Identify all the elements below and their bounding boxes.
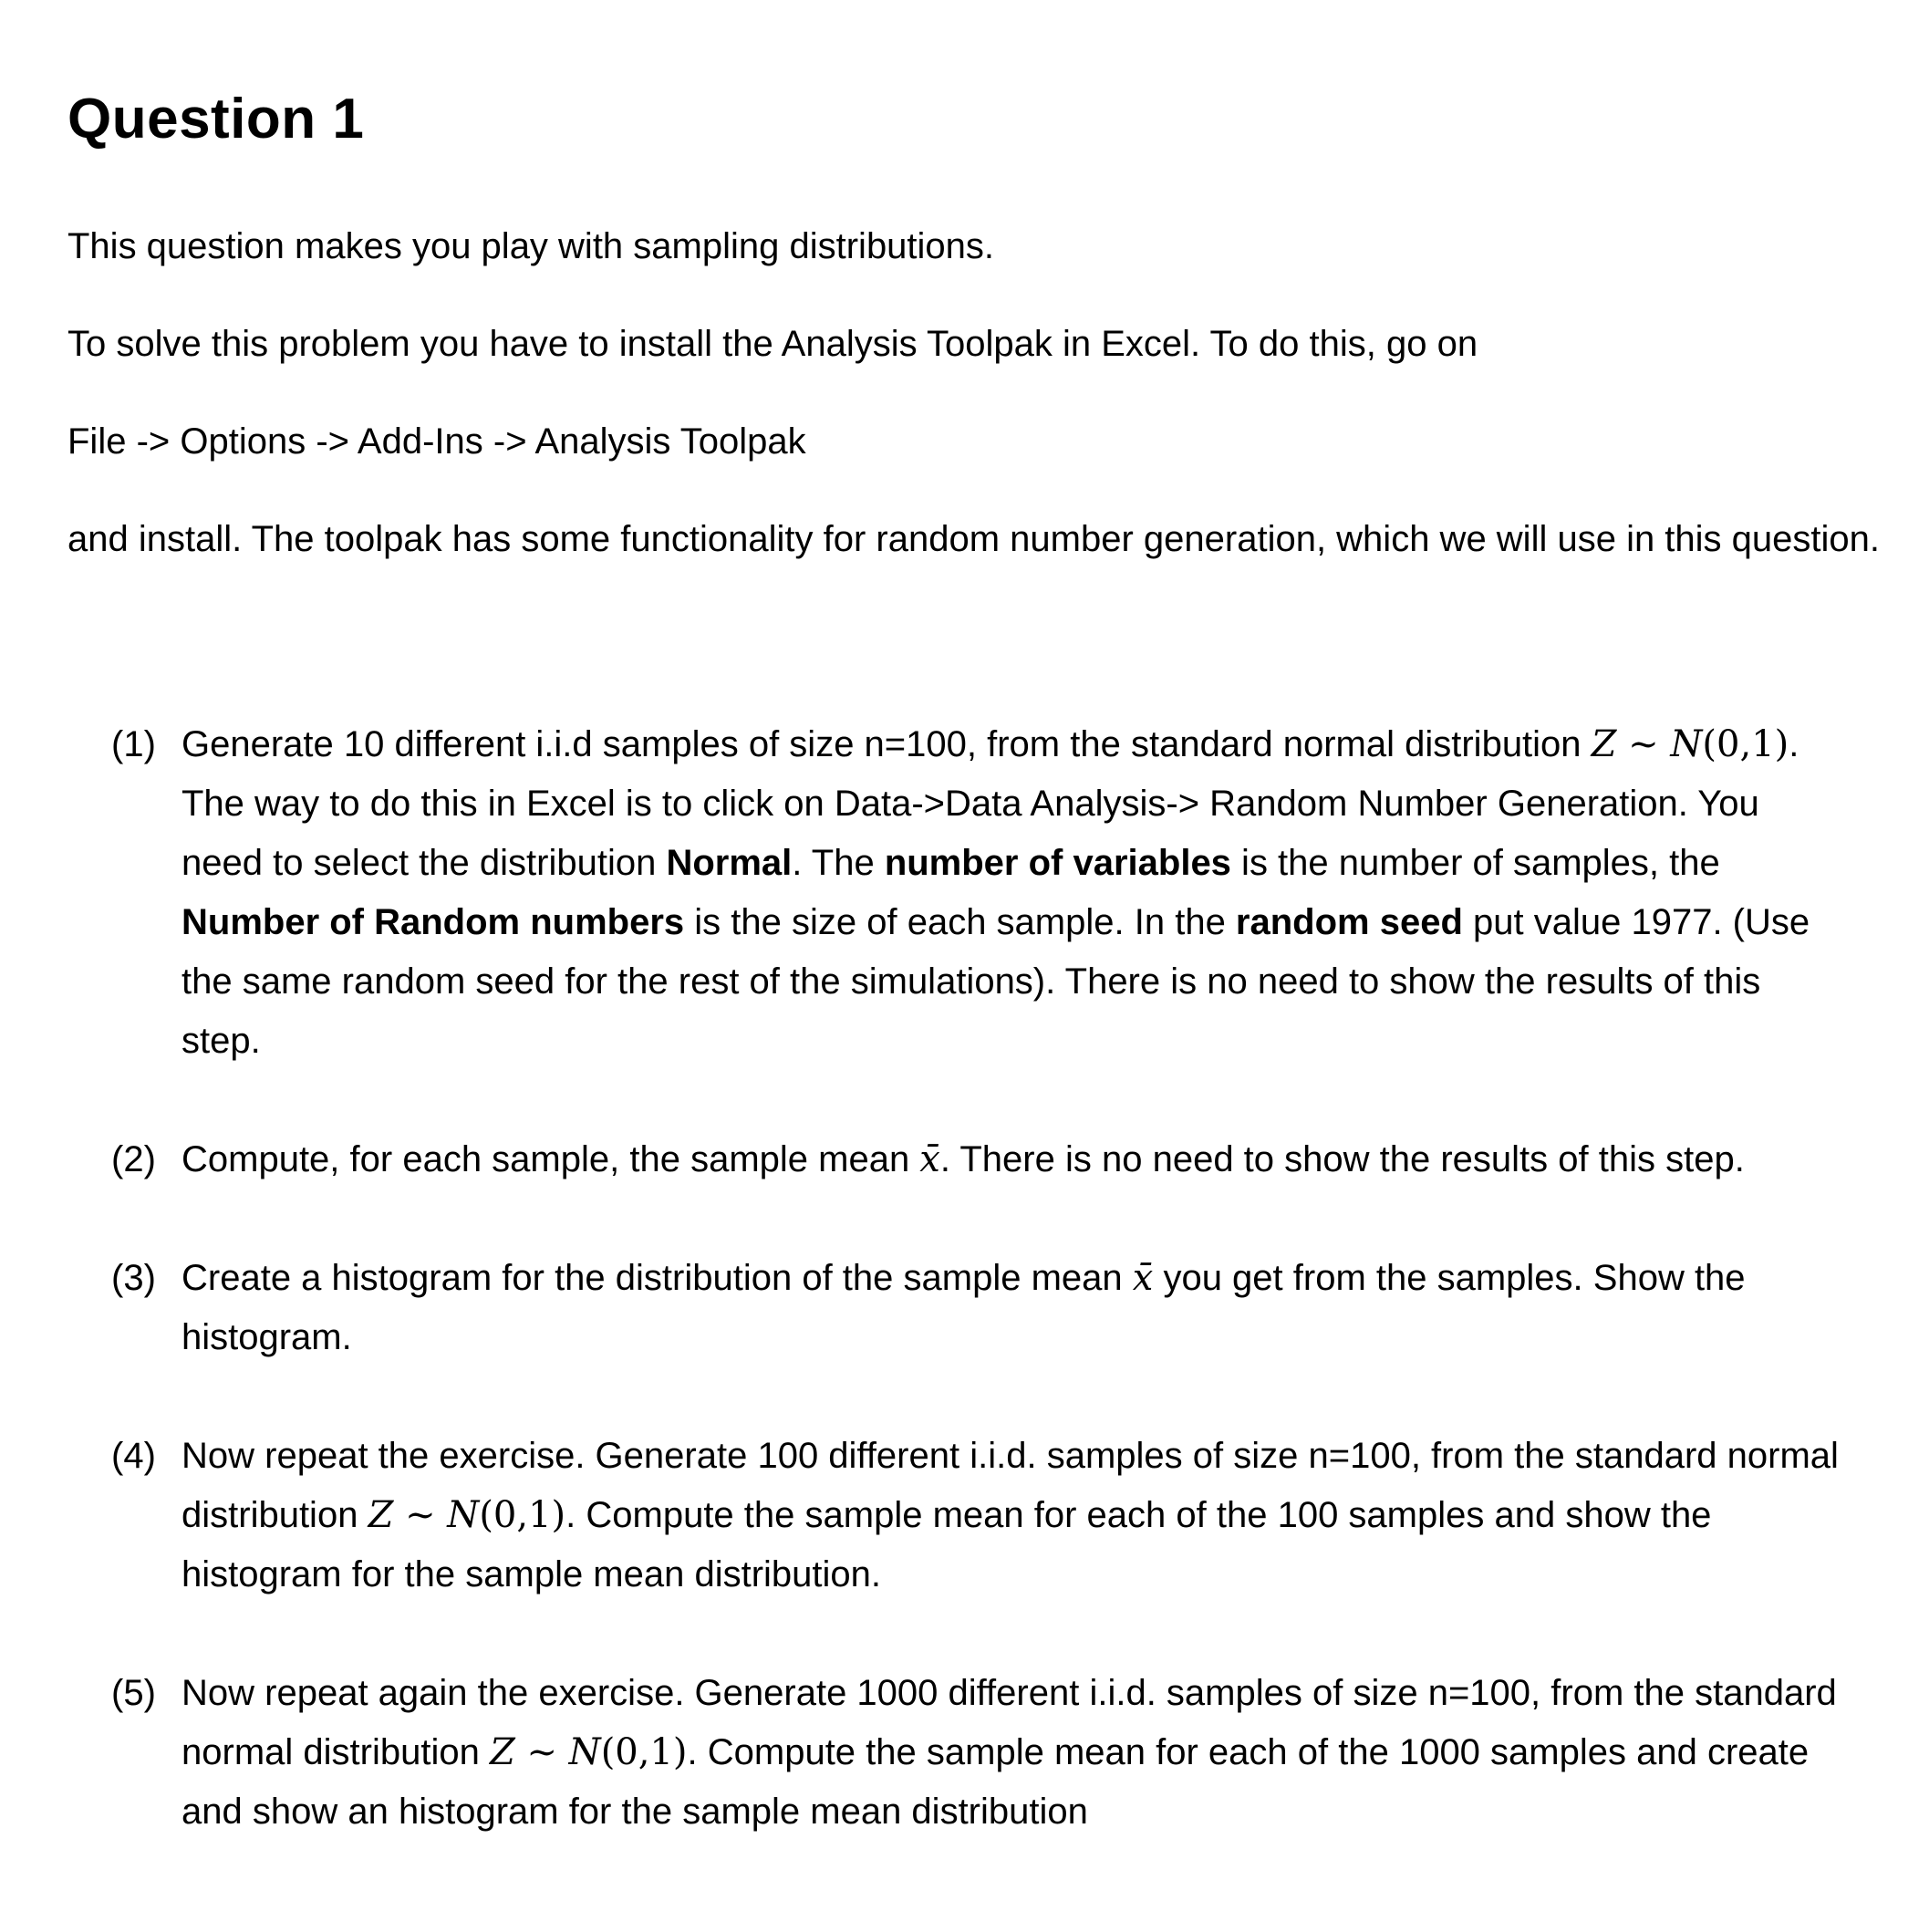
text-span: . Compute the sample mean for each of the 100 samples and show the histogram for the sample mean distribution.	[181, 1495, 1712, 1594]
list-number: (1)	[111, 724, 156, 764]
math-expression: x̄	[919, 1138, 940, 1180]
math-expression: Z ~ N	[489, 1731, 601, 1773]
list-item-text	[181, 1249, 1844, 1367]
text-span: Create a histogram for the distribution of the sample mean	[181, 1258, 1133, 1298]
math-expression: (0,1)	[479, 1494, 566, 1536]
list-item-1	[111, 715, 1844, 1071]
list-item-4	[111, 1427, 1844, 1605]
text-span: . Compute the sample mean for each of the 1000 samples and create and show an histogram for the sample mean distribution	[181, 1732, 1810, 1832]
text-span: . The way to do this in Excel is to click on Data->Data Analysis-> Random Number Generation. You need to select the distribution	[181, 724, 1799, 883]
text-span: you get from the samples. Show the histogram.	[181, 1258, 1746, 1357]
list-item-text	[181, 715, 1844, 1071]
list-number: (2)	[111, 1139, 156, 1179]
bold-text: Number of Random numbers	[181, 902, 685, 942]
intro-line-1: This question makes you play with sampling distributions.	[67, 226, 995, 266]
math-expression: Z ~ N	[368, 1494, 480, 1536]
intro-line-2: To solve this problem you have to install the Analysis Toolpak in Excel. To do this, go on	[67, 324, 1478, 364]
bold-text: random seed	[1235, 902, 1463, 942]
list-item-text	[181, 1130, 1844, 1189]
list-number: (3)	[111, 1258, 156, 1298]
intro-line-4: and install. The toolpak has some functionality for random number generation, which we will use in this question.	[67, 519, 1881, 559]
list-item-text	[181, 1427, 1844, 1605]
text-span: is the number of samples, the	[1230, 843, 1720, 883]
bold-text: Normal	[666, 843, 793, 883]
math-expression: x̄	[1132, 1257, 1154, 1299]
text-span: Generate 10 different i.i.d samples of size n=100, from the standard normal distribution	[181, 724, 1592, 764]
list-item-text	[181, 1664, 1844, 1842]
text-span: put value 1977. (Use the same random seed for the rest of the simulations). There is no need to show the results of this step.	[181, 902, 1810, 1061]
list-item-5	[111, 1664, 1844, 1842]
text-span: Now repeat again the exercise. Generate 1000 different i.i.d. samples of size n=100, from the standard normal distribution	[181, 1673, 1837, 1772]
list-number: (4)	[111, 1436, 156, 1476]
list-number: (5)	[111, 1673, 156, 1713]
bold-text: number of variables	[884, 843, 1231, 883]
list-item-2	[111, 1130, 1844, 1189]
list-item-3	[111, 1249, 1844, 1367]
text-span: Now repeat the exercise. Generate 100 different i.i.d. samples of size n=100, from the standard normal distribution	[181, 1436, 1839, 1535]
math-expression: (0,1)	[1702, 723, 1789, 765]
math-expression: (0,1)	[600, 1731, 688, 1773]
intro-menu-path: File -> Options -> Add-Ins -> Analysis Toolpak	[67, 421, 806, 462]
text-span: . There is no need to show the results of this step.	[939, 1139, 1745, 1179]
math-expression: Z ~ N	[1591, 723, 1703, 765]
text-span: . The	[792, 843, 885, 883]
text-span: Compute, for each sample, the sample mean	[181, 1139, 920, 1179]
page-title: Question 1	[67, 88, 365, 151]
text-span: is the size of each sample. In the	[684, 902, 1236, 942]
